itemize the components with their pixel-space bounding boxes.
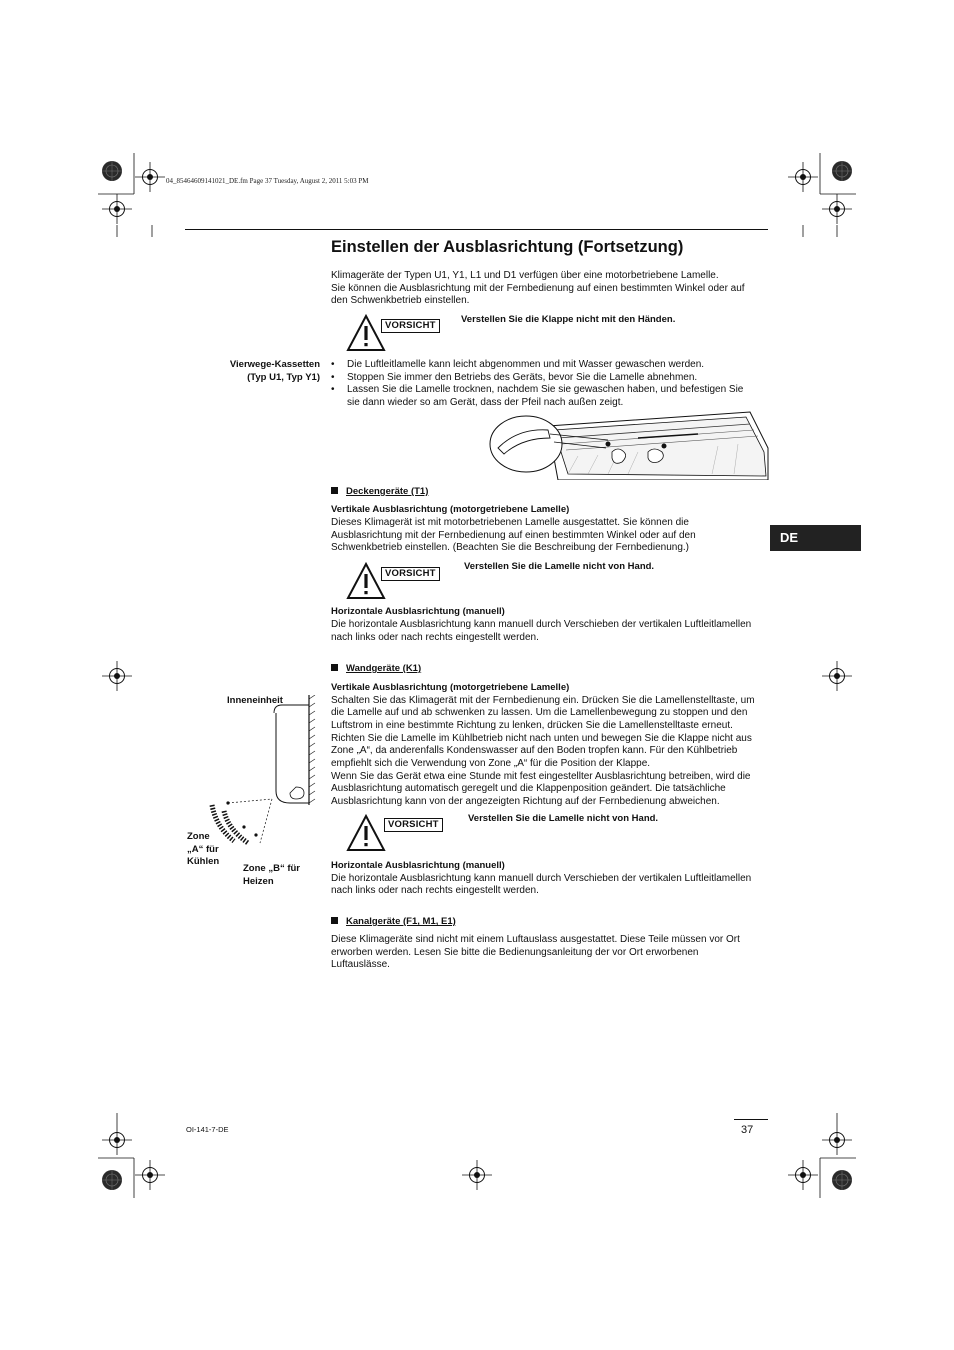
bullet-list [331, 359, 756, 410]
warning-triangle-icon [346, 562, 386, 600]
side-label-vierwege [200, 359, 320, 384]
caution-badge: VORSICHT [381, 319, 440, 333]
text-line: Ausblasrichtung mit der Fernbedienung auf einen bestimmten Winkel oder auf den [331, 529, 696, 541]
square-bullet-icon [331, 917, 338, 924]
text-line: Die horizontale Ausblasrichtung kann manuell durch Verschieben der vertikalen Luftleitlamellen [331, 872, 752, 884]
warning-triangle-icon [346, 314, 386, 352]
paragraph [331, 619, 761, 644]
caution-badge: VORSICHT [381, 567, 440, 581]
paragraph [331, 517, 761, 555]
header-rule [185, 229, 768, 230]
zone-a-line: Kühlen [187, 856, 220, 867]
subheading: Vertikale Ausblasrichtung (motorgetriebene Lamelle) [331, 504, 570, 515]
text-line: nach links oder nach rechts eingestellt werden. [331, 885, 539, 897]
zone-a-line: Zone [187, 831, 210, 842]
paragraph [331, 873, 763, 898]
footer-rule [734, 1119, 768, 1120]
text-line: Luftauslässe. [331, 959, 390, 971]
caution-text: Verstellen Sie die Lamelle nicht von Hand. [464, 561, 655, 572]
page-title: Einstellen der Ausblasrichtung (Fortsetzung) [331, 238, 684, 256]
intro-line: Sie können die Ausblasrichtung mit der Fernbedienung auf einen bestimmten Winkel oder auf [331, 282, 745, 294]
zone-b-line: Zone „B“ für [243, 863, 300, 874]
caution-text: Verstellen Sie die Lamelle nicht von Hand. [468, 813, 659, 824]
list-item: • Die Luftleitlamelle kann leicht abgenommen und mit Wasser gewaschen werden. [331, 359, 756, 372]
square-bullet-icon [331, 487, 338, 494]
text-line: Luftstrom in eine bestimmte Richtung zu lenken, drücken Sie die Lamellenstelltaste erneut. [331, 719, 733, 731]
cassette-louver-illustration [488, 408, 770, 480]
file-slug: 04_85464609141021_DE.fm Page 37 Tuesday, August 2, 2011 5:03 PM [166, 177, 369, 185]
text-line: Dieses Klimagerät ist mit motorbetriebenen Lamelle ausgestattet. Sie können die [331, 517, 689, 528]
text-line: Zone „A“, da anderenfalls Kondenswasser auf den Boden tropfen kann. Für den Kühlbetrieb [331, 745, 738, 757]
intro-text [331, 270, 761, 308]
text-line: Wenn Sie das Gerät etwa eine Stunde mit fest eingestellter Ausblasrichtung betreiben, wird die [331, 770, 751, 782]
text-line: Schalten Sie das Klimagerät mit der Fernbedienung ein. Drücken Sie die Lamellenstelltaste, um [331, 694, 755, 706]
caution-text: Verstellen Sie die Klappe nicht mit den Händen. [461, 314, 676, 325]
list-item: • Stoppen Sie immer den Betriebs des Geräts, bevor Sie die Lamelle abnehmen. [331, 372, 756, 385]
subheading: Horizontale Ausblasrichtung (manuell) [331, 860, 505, 871]
side-label-line: (Typ U1, Typ Y1) [247, 371, 320, 383]
paragraph [331, 934, 763, 972]
text-line: erworben werden. Lesen Sie bitte die Bedienungsanleitung der vor Ort erworbenen [331, 946, 699, 958]
section-heading-ducted [331, 916, 456, 927]
intro-line: den Schwenkbetrieb einstellen. [331, 295, 470, 307]
square-bullet-icon [331, 664, 338, 671]
paragraph [331, 695, 763, 809]
text-line: Diese Klimageräte sind nicht mit einem Luftauslass ausgestattet. Diese Teile müssen vor Ort [331, 934, 740, 945]
language-tab: DE [770, 525, 861, 551]
text-line: Ausblasrichtung kann von der angezeigten Richtung auf der Fernbedienung abweichen. [331, 796, 720, 808]
subheading: Vertikale Ausblasrichtung (motorgetriebene Lamelle) [331, 682, 570, 693]
zone-b-line: Heizen [243, 875, 274, 887]
list-item: • Lassen Sie die Lamelle trocknen, nachdem Sie sie gewaschen haben, und befestigen Sie sie dann wieder so am Gerät, dass der Pfeil nach außen zeigt. [331, 384, 756, 409]
warning-triangle-icon [346, 814, 386, 852]
wall-unit-zone-diagram [200, 695, 330, 845]
intro-line: Klimageräte der Typen U1, Y1, L1 und D1 verfügen über eine motorbetriebene Lamelle. [331, 270, 719, 281]
section-heading-t1 [331, 486, 428, 497]
zone-a-label [187, 831, 219, 869]
section-heading-text: Deckengeräte (T1) [346, 486, 429, 497]
text-line: Ausblasrichtung automatisch geregelt und die Klappenposition geändert. Die tatsächliche [331, 783, 726, 795]
caution-badge: VORSICHT [384, 818, 443, 832]
side-label-line: Vierwege-Kassetten [229, 359, 320, 370]
zone-b-label [243, 863, 300, 888]
zone-a-line: „A“ für [187, 843, 219, 855]
page-number: 37 [741, 1124, 754, 1136]
text-line: Schwenkbetrieb einstellen. (Beachten Sie die Beschreibung der Fernbedienung.) [331, 542, 690, 554]
text-line: Richten Sie die Lamelle im Kühlbetrieb nicht nach unten und bewegen Sie die Klappe nicht aus [331, 732, 752, 744]
indoor-unit-label: Inneneinheit [227, 695, 283, 706]
subheading: Horizontale Ausblasrichtung (manuell) [331, 606, 505, 617]
text-line: Die horizontale Ausblasrichtung kann manuell durch Verschieben der vertikalen Luftleitlamellen [331, 619, 752, 630]
section-heading-text: Wandgeräte (K1) [346, 663, 422, 674]
section-heading-k1 [331, 663, 421, 674]
text-line: nach links oder nach rechts eingestellt werden. [331, 631, 539, 643]
section-heading-text: Kanalgeräte (F1, M1, E1) [346, 916, 456, 927]
text-line: empfiehlt sich die Verwendung von Zone „A“ für die Position der Klappe. [331, 758, 651, 770]
doc-code: OI-141-7-DE [186, 1125, 229, 1134]
text-line: die Lamelle auf und ab schwenken zu lassen. Um die Lamellenbewegung zu stoppen und den [331, 707, 748, 719]
